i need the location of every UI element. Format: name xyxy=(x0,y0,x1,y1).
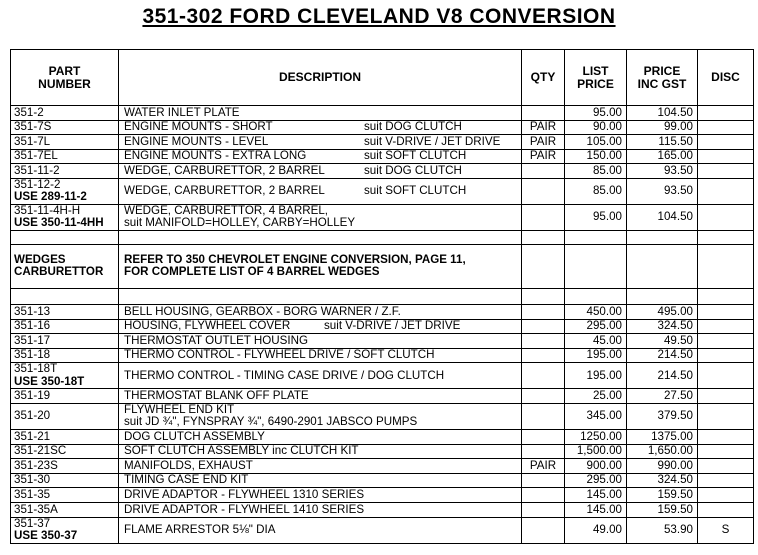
description: THERMOSTAT OUTLET HOUSING xyxy=(119,334,522,349)
price-inc-gst: 53.90 xyxy=(627,517,698,543)
table-header-row xyxy=(11,50,754,106)
table-row-blank xyxy=(11,230,754,244)
part-number: 351-19 xyxy=(11,389,119,404)
description: FLYWHEEL END KIT suit JD ¾", FYNSPRAY ¾", 6490-2901 JABSCO PUMPS xyxy=(119,403,522,429)
list-price: 105.00 xyxy=(565,135,627,150)
price-inc-gst: 324.50 xyxy=(627,473,698,488)
part-number: 351-7L xyxy=(11,135,119,150)
header-qty: QTY xyxy=(522,50,565,106)
part-number: 351-18T USE 350-18T xyxy=(11,363,119,389)
table-row xyxy=(11,444,754,459)
list-price: 85.00 xyxy=(565,164,627,179)
list-price: 195.00 xyxy=(565,348,627,363)
part-number: 351-11-4H-H USE 350-11-4HH xyxy=(11,204,119,230)
qty xyxy=(522,517,565,543)
table-row xyxy=(11,334,754,349)
list-price: 145.00 xyxy=(565,488,627,503)
disc xyxy=(698,488,754,503)
table-row xyxy=(11,304,754,319)
part-number: 351-12-2 USE 289-11-2 xyxy=(11,178,119,204)
description: ENGINE MOUNTS - SHORT suit DOG CLUTCH xyxy=(119,120,522,135)
description: ENGINE MOUNTS - LEVEL suit V-DRIVE / JET DRIVE xyxy=(119,135,522,150)
disc xyxy=(698,459,754,474)
qty: PAIR xyxy=(522,149,565,164)
disc xyxy=(698,120,754,135)
description: WATER INLET PLATE xyxy=(119,106,522,121)
description: BELL HOUSING, GEARBOX - BORG WARNER / Z.F. xyxy=(119,304,522,319)
list-price: 295.00 xyxy=(565,473,627,488)
price-inc-gst: 115.50 xyxy=(627,135,698,150)
table-row xyxy=(11,149,754,164)
description: DRIVE ADAPTOR - FLYWHEEL 1310 SERIES xyxy=(119,488,522,503)
part-number: 351-2 xyxy=(11,106,119,121)
part-number: 351-11-2 xyxy=(11,164,119,179)
disc xyxy=(698,135,754,150)
description: WEDGE, CARBURETTOR, 4 BARREL, suit MANIFOLD=HOLLEY, CARBY=HOLLEY xyxy=(119,204,522,230)
table-row xyxy=(11,517,754,543)
qty xyxy=(522,429,565,444)
table-row xyxy=(11,120,754,135)
part-number: 351-17 xyxy=(11,334,119,349)
list-price: 145.00 xyxy=(565,502,627,517)
table-row xyxy=(11,164,754,179)
description: SOFT CLUTCH ASSEMBLY inc CLUTCH KIT xyxy=(119,444,522,459)
price-inc-gst: 27.50 xyxy=(627,389,698,404)
price-inc-gst: 93.50 xyxy=(627,178,698,204)
header-part-number: PART NUMBER xyxy=(11,50,119,106)
qty xyxy=(522,444,565,459)
part-number: WEDGES CARBURETTOR xyxy=(11,244,119,288)
price-inc-gst: 1,650.00 xyxy=(627,444,698,459)
table-row xyxy=(11,429,754,444)
qty: PAIR xyxy=(522,120,565,135)
disc xyxy=(698,149,754,164)
disc xyxy=(698,403,754,429)
disc xyxy=(698,164,754,179)
part-number: 351-37 USE 350-37 xyxy=(11,517,119,543)
disc xyxy=(698,429,754,444)
table-row xyxy=(11,389,754,404)
description: DOG CLUTCH ASSEMBLY xyxy=(119,429,522,444)
header-price-inc-gst: PRICE INC GST xyxy=(627,50,698,106)
table-row xyxy=(11,348,754,363)
list-price: 85.00 xyxy=(565,178,627,204)
qty xyxy=(522,334,565,349)
list-price: 1250.00 xyxy=(565,429,627,444)
table-row xyxy=(11,178,754,204)
qty xyxy=(522,363,565,389)
part-number: 351-21SC xyxy=(11,444,119,459)
price-inc-gst: 214.50 xyxy=(627,348,698,363)
list-price: 450.00 xyxy=(565,304,627,319)
list-price: 195.00 xyxy=(565,363,627,389)
header-list-price: LIST PRICE xyxy=(565,50,627,106)
table-row xyxy=(11,135,754,150)
qty xyxy=(522,304,565,319)
part-number: 351-23S xyxy=(11,459,119,474)
description: THERMO CONTROL - FLYWHEEL DRIVE / SOFT CLUTCH xyxy=(119,348,522,363)
qty: PAIR xyxy=(522,135,565,150)
description: FLAME ARRESTOR 5⅛" DIA xyxy=(119,517,522,543)
table-row xyxy=(11,204,754,230)
disc xyxy=(698,178,754,204)
qty xyxy=(522,178,565,204)
disc xyxy=(698,348,754,363)
description: THERMOSTAT BLANK OFF PLATE xyxy=(119,389,522,404)
disc xyxy=(698,444,754,459)
description: MANIFOLDS, EXHAUST xyxy=(119,459,522,474)
qty: PAIR xyxy=(522,459,565,474)
price-inc-gst: 99.00 xyxy=(627,120,698,135)
list-price: 95.00 xyxy=(565,106,627,121)
part-number: 351-21 xyxy=(11,429,119,444)
price-inc-gst: 159.50 xyxy=(627,488,698,503)
list-price: 345.00 xyxy=(565,403,627,429)
part-number: 351-20 xyxy=(11,403,119,429)
description-note: REFER TO 350 CHEVROLET ENGINE CONVERSION, PAGE 11, FOR COMPLETE LIST OF 4 BARREL WEDGES xyxy=(119,244,522,288)
table-row-wedges-note xyxy=(11,244,754,288)
description: ENGINE MOUNTS - EXTRA LONG suit SOFT CLUTCH xyxy=(119,149,522,164)
qty xyxy=(522,488,565,503)
price-table xyxy=(10,49,754,544)
table-row xyxy=(11,502,754,517)
qty xyxy=(522,502,565,517)
qty xyxy=(522,403,565,429)
part-number: 351-13 xyxy=(11,304,119,319)
table-row xyxy=(11,106,754,121)
list-price: 295.00 xyxy=(565,319,627,334)
disc xyxy=(698,502,754,517)
disc xyxy=(698,473,754,488)
part-number: 351-7S xyxy=(11,120,119,135)
page-title: 351-302 FORD CLEVELAND V8 CONVERSION xyxy=(142,5,616,28)
table-row xyxy=(11,473,754,488)
list-price: 45.00 xyxy=(565,334,627,349)
list-price: 1,500.00 xyxy=(565,444,627,459)
disc xyxy=(698,319,754,334)
disc: S xyxy=(698,517,754,543)
part-number: 351-18 xyxy=(11,348,119,363)
qty xyxy=(522,319,565,334)
qty xyxy=(522,164,565,179)
description: DRIVE ADAPTOR - FLYWHEEL 1410 SERIES xyxy=(119,502,522,517)
price-inc-gst: 324.50 xyxy=(627,319,698,334)
qty xyxy=(522,389,565,404)
description: WEDGE, CARBURETTOR, 2 BARREL suit SOFT CLUTCH xyxy=(119,178,522,204)
list-price: 90.00 xyxy=(565,120,627,135)
price-inc-gst: 379.50 xyxy=(627,403,698,429)
disc xyxy=(698,389,754,404)
price-inc-gst: 104.50 xyxy=(627,106,698,121)
list-price: 150.00 xyxy=(565,149,627,164)
list-price: 25.00 xyxy=(565,389,627,404)
price-inc-gst: 49.50 xyxy=(627,334,698,349)
qty xyxy=(522,348,565,363)
price-inc-gst: 1375.00 xyxy=(627,429,698,444)
price-inc-gst: 159.50 xyxy=(627,502,698,517)
table-row xyxy=(11,488,754,503)
price-inc-gst: 93.50 xyxy=(627,164,698,179)
part-number: 351-16 xyxy=(11,319,119,334)
table-row-blank xyxy=(11,288,754,304)
disc xyxy=(698,204,754,230)
header-description: DESCRIPTION xyxy=(119,50,522,106)
disc xyxy=(698,106,754,121)
description: THERMO CONTROL - TIMING CASE DRIVE / DOG CLUTCH xyxy=(119,363,522,389)
table-row xyxy=(11,459,754,474)
part-number: 351-7EL xyxy=(11,149,119,164)
table-row xyxy=(11,319,754,334)
description: HOUSING, FLYWHEEL COVER suit V-DRIVE / JET DRIVE xyxy=(119,319,522,334)
header-disc: DISC xyxy=(698,50,754,106)
table-row xyxy=(11,403,754,429)
price-inc-gst: 165.00 xyxy=(627,149,698,164)
part-number: 351-30 xyxy=(11,473,119,488)
list-price: 49.00 xyxy=(565,517,627,543)
price-inc-gst: 495.00 xyxy=(627,304,698,319)
disc xyxy=(698,334,754,349)
price-inc-gst: 104.50 xyxy=(627,204,698,230)
list-price: 95.00 xyxy=(565,204,627,230)
price-inc-gst: 990.00 xyxy=(627,459,698,474)
disc xyxy=(698,363,754,389)
table-row xyxy=(11,363,754,389)
description: TIMING CASE END KIT xyxy=(119,473,522,488)
list-price: 900.00 xyxy=(565,459,627,474)
part-number: 351-35 xyxy=(11,488,119,503)
qty xyxy=(522,204,565,230)
qty xyxy=(522,106,565,121)
part-number: 351-35A xyxy=(11,502,119,517)
qty xyxy=(522,473,565,488)
description: WEDGE, CARBURETTOR, 2 BARREL suit DOG CLUTCH xyxy=(119,164,522,179)
disc xyxy=(698,304,754,319)
price-inc-gst: 214.50 xyxy=(627,363,698,389)
